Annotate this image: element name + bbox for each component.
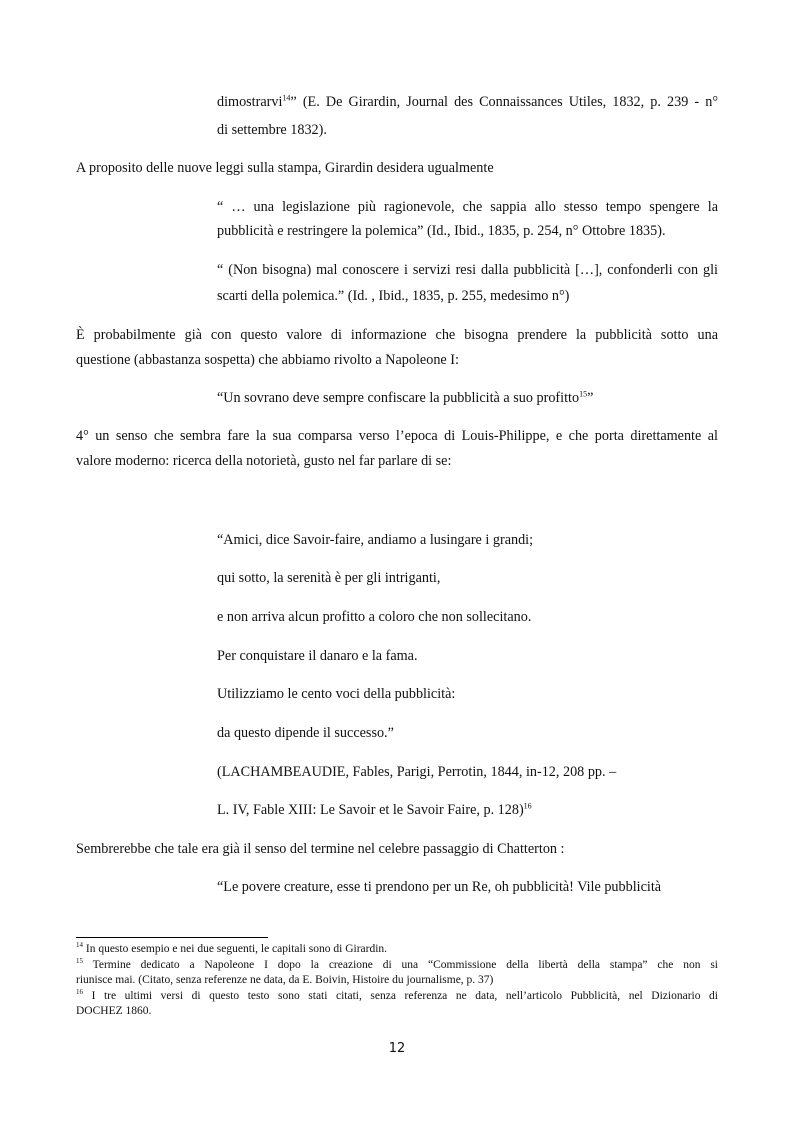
verse-citation: (LACHAMBEAUDIE, Fables, Parigi, Perrotin, 1844, in-12, 208 pp. – bbox=[217, 764, 617, 780]
quote-continuation-line: di settembre 1832). bbox=[217, 122, 327, 138]
verse-line: e non arriva alcun profitto a coloro che non sollecitano. bbox=[217, 609, 532, 625]
footnote-ref-15[interactable]: 15 bbox=[579, 389, 588, 399]
quote-continuation-line: dimostrarvi$^{14}$” (E. De Girardin, Journal des Connaissances Utiles, 1832, p. 239 - n° bbox=[217, 93, 718, 110]
body-paragraph: È probabilmente già con questo valore di informazione che bisogna prendere la pubblicità sotto una bbox=[76, 327, 718, 343]
body-paragraph: Sembrerebbe che tale era già il senso del termine nel celebre passaggio di Chatterton : bbox=[76, 841, 565, 857]
footnote-15: $^{15}$ Termine dedicato a Napoleone I dopo la creazione di una “Commissione della libertà della stampa” che non si bbox=[76, 957, 718, 971]
block-quote-line: “Un sovrano deve sempre confiscare la pubblicità a suo profitto$^{15}$” bbox=[217, 389, 594, 406]
body-paragraph: questione (abbastanza sospetta) che abbiamo rivolto a Napoleone I: bbox=[76, 352, 459, 368]
verse-line: da questo dipende il successo.” bbox=[217, 725, 394, 741]
footnote-ref-16[interactable]: 16 bbox=[523, 801, 532, 811]
block-quote-line: “ (Non bisogna) mal conoscere i servizi resi dalla pubblicità […], confonderli con gli bbox=[217, 262, 718, 278]
footnote-15-continued: riunisce mai. (Citato, senza referenze ne data, da E. Boivin, Histoire du journalisme, p. 37) bbox=[76, 974, 494, 986]
verse-line: Per conquistare il danaro e la fama. bbox=[217, 648, 418, 664]
footnote-16-continued: DOCHEZ 1860. bbox=[76, 1005, 152, 1017]
footnote-16: $^{16}$ I tre ultimi versi di questo testo sono stati citati, senza referenza ne data, nell’articolo Pubblicità, nel Dizionario di bbox=[76, 988, 718, 1002]
verse-line: Utilizziamo le cento voci della pubblicità: bbox=[217, 686, 456, 702]
footnote-separator bbox=[76, 937, 268, 938]
footnote-14: $^{14}$ In questo esempio e nei due seguenti, le capitali sono di Girardin. bbox=[76, 941, 388, 955]
block-quote-line: “Le povere creature, esse ti prendono per un Re, oh pubblicità! Vile pubblicità bbox=[217, 879, 662, 895]
body-paragraph: 4° un senso che sembra fare la sua comparsa verso l’epoca di Louis-Philippe, e che porta direttamente al bbox=[76, 428, 718, 444]
verse-line: qui sotto, la serenità è per gli intriganti, bbox=[217, 570, 441, 586]
verse-line: “Amici, dice Savoir-faire, andiamo a lusingare i grandi; bbox=[217, 532, 534, 548]
block-quote-line: scarti della polemica.” (Id. , Ibid., 1835, p. 255, medesimo n°) bbox=[217, 288, 570, 304]
footnote-ref-14[interactable]: 14 bbox=[282, 93, 291, 103]
block-quote-line: pubblicità e restringere la polemica” (Id., Ibid., 1835, p. 254, n° Ottobre 1835). bbox=[217, 223, 666, 239]
block-quote-line: “ … una legislazione più ragionevole, che sappia allo stesso tempo spengere la bbox=[217, 199, 718, 215]
body-paragraph: A proposito delle nuove leggi sulla stampa, Girardin desidera ugualmente bbox=[76, 160, 494, 176]
body-paragraph: valore moderno: ricerca della notorietà, gusto nel far parlare di se: bbox=[76, 453, 452, 469]
verse-citation: L. IV, Fable XIII: Le Savoir et le Savoir Faire, p. 128)$^{16}$ bbox=[217, 801, 532, 818]
page-number: 12 bbox=[388, 1041, 406, 1056]
